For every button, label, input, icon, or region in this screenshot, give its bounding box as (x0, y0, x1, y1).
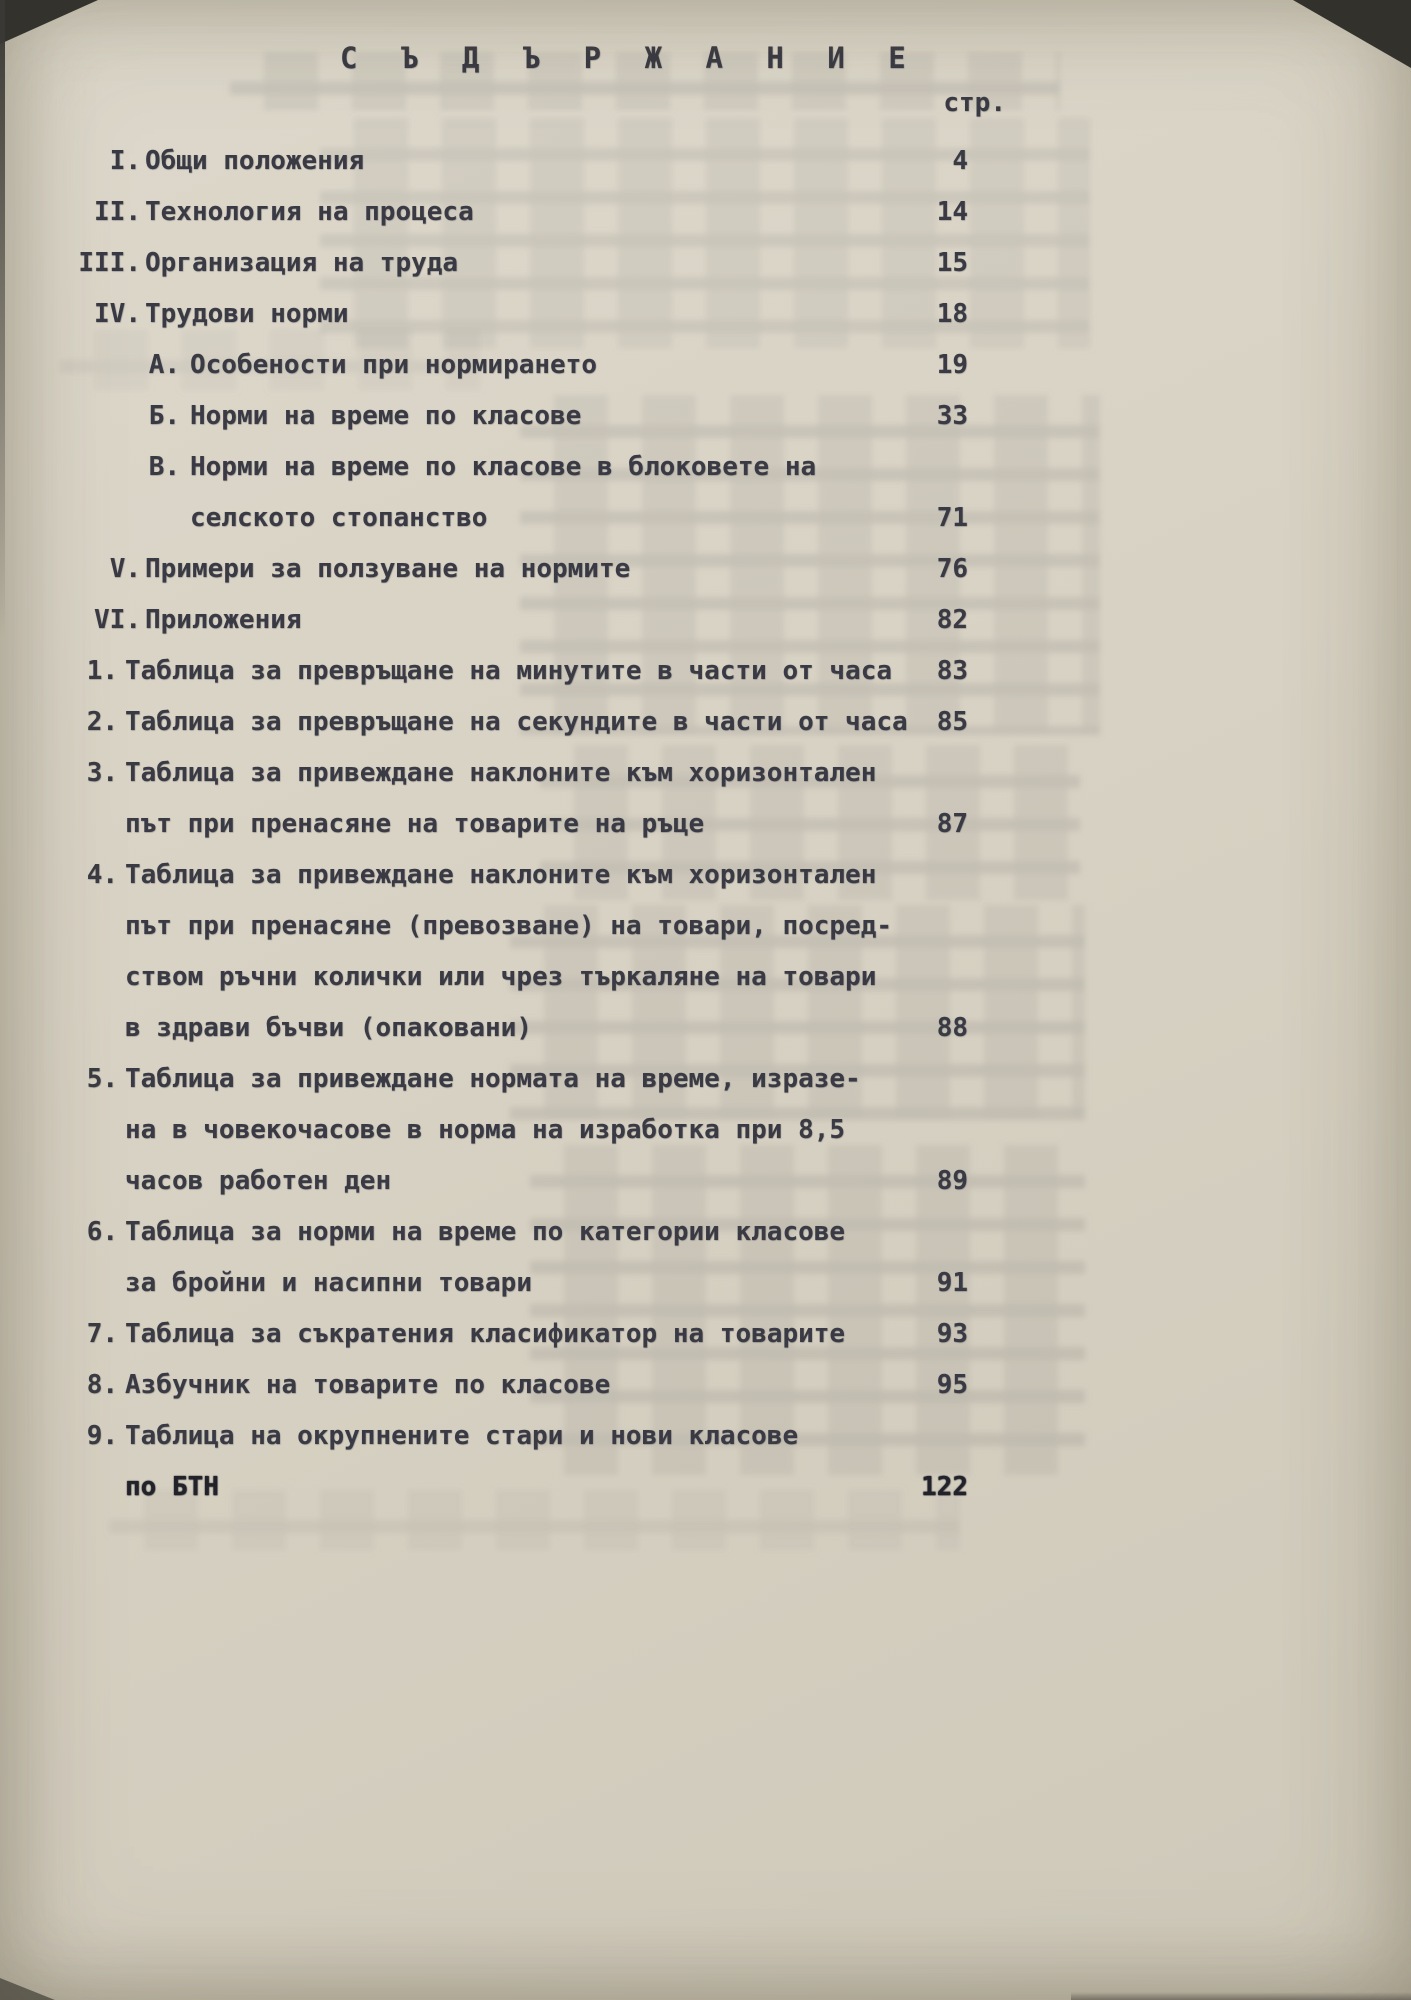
entry-number-spacer (78, 799, 118, 850)
toc-entry (78, 1360, 968, 1411)
entry-text: Норми на време по класове в блоковете на (190, 452, 817, 482)
toc-entry (78, 1411, 968, 1513)
entry-page-number: 83 (936, 656, 968, 686)
entry-number: Б. (148, 401, 180, 431)
toc-entry (78, 136, 968, 187)
toc-entry (78, 850, 968, 1054)
entry-page-number: 89 (936, 1166, 968, 1196)
entry-number-spacer (78, 952, 118, 1003)
page-edge-shadow (1071, 1992, 1411, 2000)
entry-number-spacer (78, 1258, 118, 1309)
entry-text: за бройни и насипни товари (125, 1268, 532, 1298)
toc-entry (78, 1309, 968, 1360)
entry-number: I. (109, 146, 141, 176)
entry-page-number: 93 (936, 1319, 968, 1349)
toc-entry (78, 238, 968, 289)
entry-number: II. (94, 197, 141, 227)
entry-text: Примери за ползуване на нормите (145, 554, 631, 584)
toc-entry (78, 646, 968, 697)
entry-number-spacer (78, 1003, 118, 1054)
entry-number: III. (78, 248, 141, 278)
entry-text: Таблица за превръщане на минутите в части от часа (125, 656, 893, 686)
entry-text: в здрави бъчви (опаковани) (125, 1013, 532, 1043)
entry-number: 4. (86, 860, 118, 890)
entry-text: Приложения (145, 605, 302, 635)
entry-text: Трудови норми (145, 299, 349, 329)
entry-text: Норми на време по класове (190, 401, 582, 431)
entry-text: Таблица за привеждане наклоните към хоризонтален (125, 860, 877, 890)
entry-number-spacer (78, 1156, 118, 1207)
toc-entry (78, 1054, 968, 1207)
entry-number: 9. (86, 1421, 118, 1451)
entry-page-number: 18 (936, 299, 968, 329)
entry-text: път при пренасяне на товарите на ръце (125, 809, 705, 839)
entry-text: по БТН (125, 1472, 219, 1502)
toc-entry (78, 1207, 968, 1309)
entry-page-number: 87 (936, 809, 968, 839)
entry-text: на в човекочасове в норма на изработка при 8,5 (125, 1115, 846, 1145)
entry-number-spacer (78, 1105, 118, 1156)
entry-text: Организация на труда (145, 248, 459, 278)
entry-text: Азбучник на товарите по класове (125, 1370, 611, 1400)
toc-entry (78, 442, 968, 544)
entry-number: 5. (86, 1064, 118, 1094)
toc-entry (78, 391, 968, 442)
entry-page-number: 33 (936, 401, 968, 431)
entry-number: IV. (94, 299, 141, 329)
toc-entry (78, 748, 968, 850)
toc-entry (78, 544, 968, 595)
entry-number-spacer (78, 1462, 118, 1513)
entry-text: Технология на процеса (145, 197, 474, 227)
entry-text: Особености при нормирането (190, 350, 597, 380)
entry-page-number: 95 (936, 1370, 968, 1400)
entry-page-number: 71 (936, 503, 968, 533)
toc-list (78, 136, 968, 1513)
entry-page-number: 91 (936, 1268, 968, 1298)
entry-page-number: 76 (936, 554, 968, 584)
entry-text: Таблица за съкратения класификатор на товарите (125, 1319, 846, 1349)
toc-entry (78, 697, 968, 748)
entry-page-number: 82 (936, 605, 968, 635)
entry-text: часов работен ден (125, 1166, 392, 1196)
entry-number-spacer (78, 901, 118, 952)
entry-number: 3. (86, 758, 118, 788)
binding-edge-shadow (0, 0, 5, 640)
entry-text: Таблица за превръщане на секундите в части от часа (125, 707, 908, 737)
toc-entry (78, 289, 968, 340)
entry-page-number: 85 (936, 707, 968, 737)
entry-text: Таблица на окрупнените стари и нови класове (125, 1421, 799, 1451)
entry-number: 8. (86, 1370, 118, 1400)
entry-text: Таблица за привеждане наклоните към хоризонтален (125, 758, 877, 788)
entry-page-number: 19 (936, 350, 968, 380)
page-corner-shadow (0, 1978, 55, 2000)
entry-number-spacer (78, 493, 180, 544)
toc-entry (78, 187, 968, 238)
entry-text: Общи положения (145, 146, 365, 176)
page-corner-shadow (0, 0, 98, 44)
page-column-header: стр. (943, 88, 1006, 118)
entry-number: 1. (86, 656, 118, 686)
entry-text: Таблица за привеждане нормата на време, изразе- (125, 1064, 861, 1094)
page-corner-shadow (1293, 0, 1411, 68)
entry-number: VI. (94, 605, 141, 635)
entry-number: 6. (86, 1217, 118, 1247)
toc-entry (78, 595, 968, 646)
entry-number: V. (109, 554, 141, 584)
entry-number: А. (148, 350, 180, 380)
toc-entry (78, 340, 968, 391)
entry-page-number: 122 (921, 1472, 968, 1502)
entry-page-number: 4 (952, 146, 968, 176)
entry-number: В. (148, 452, 180, 482)
entry-page-number: 88 (936, 1013, 968, 1043)
entry-number: 7. (86, 1319, 118, 1349)
entry-text: селското стопанство (190, 503, 488, 533)
entry-text: Таблица за норми на време по категории класове (125, 1217, 846, 1247)
entry-text: ством ръчни колички или чрез търкаляне на товари (125, 962, 877, 992)
entry-text: път при пренасяне (превозване) на товари, посред- (125, 911, 893, 941)
entry-page-number: 15 (936, 248, 968, 278)
entry-page-number: 14 (936, 197, 968, 227)
toc-title: С Ъ Д Ъ Р Ж А Н И Е (340, 41, 919, 75)
entry-number: 2. (86, 707, 118, 737)
